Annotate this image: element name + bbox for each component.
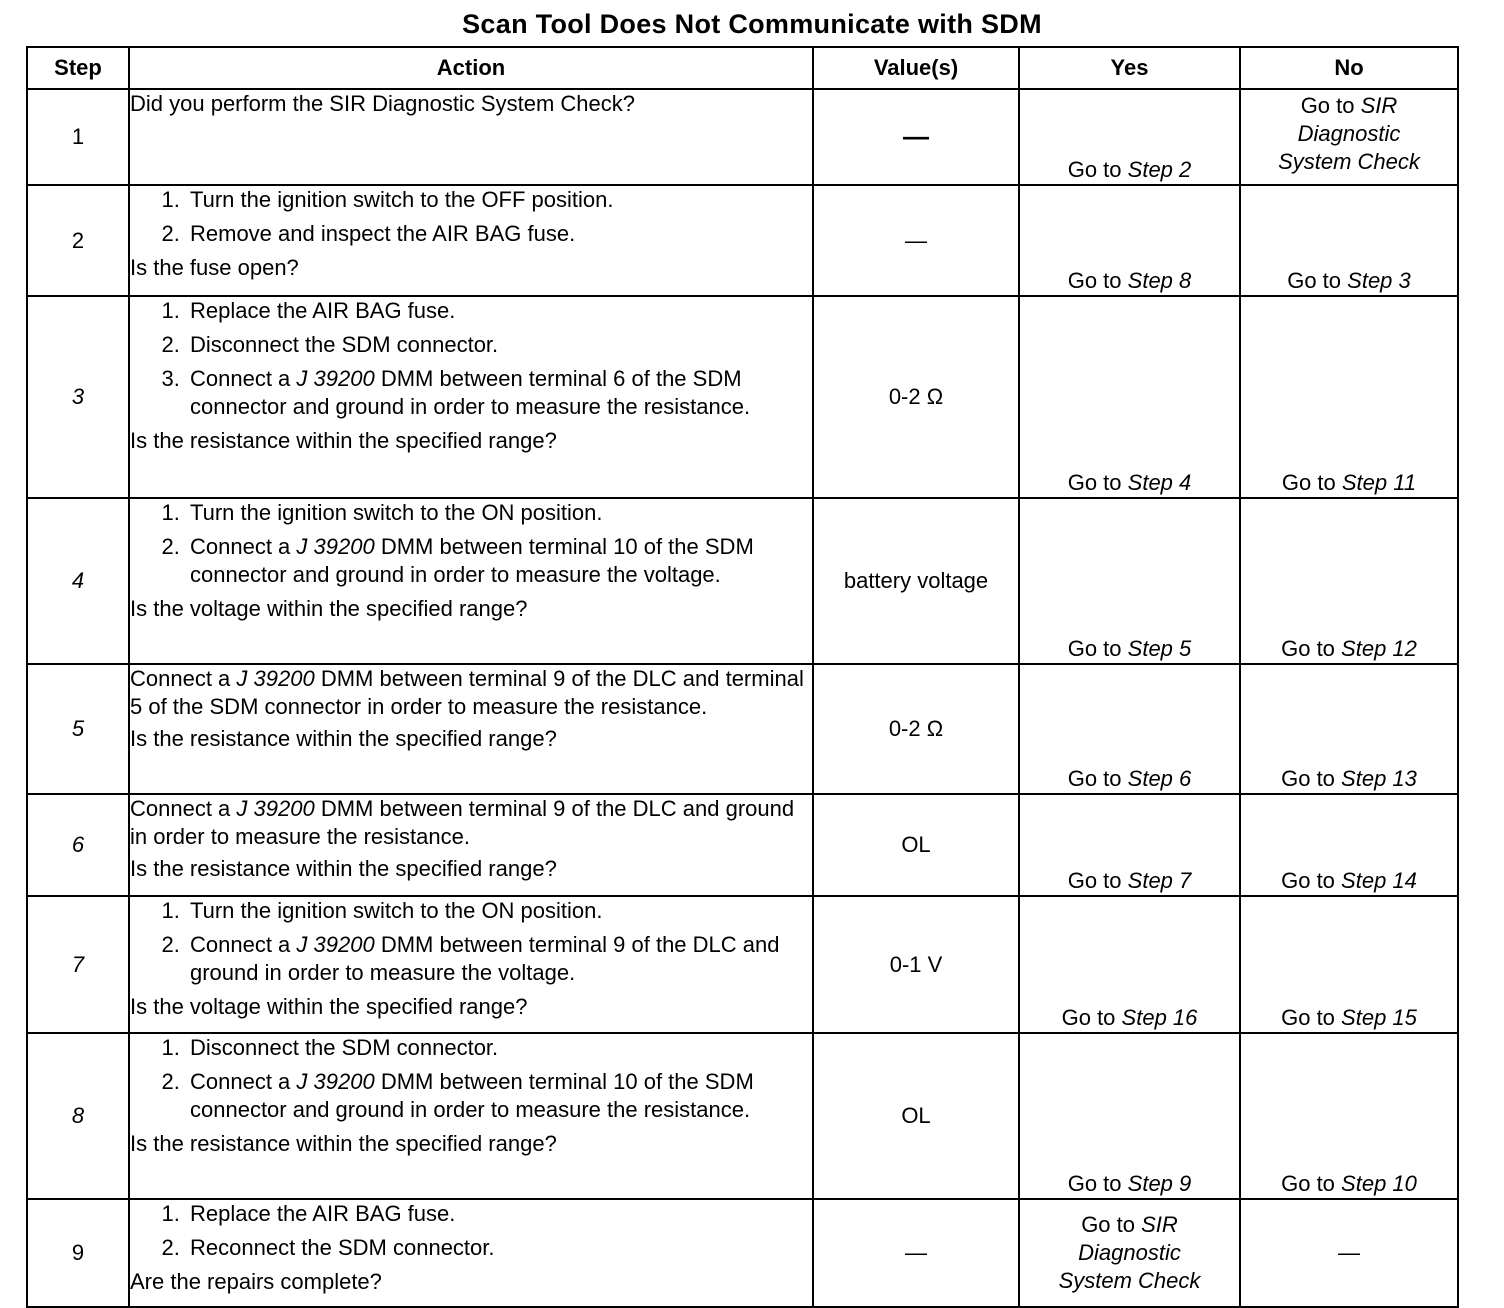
action-cell [129,1199,813,1307]
action-step-text: DMM between terminal 10 of the SDM connector and ground in order to measure the resistance. [190,1069,754,1122]
step-number: 8 [27,1033,129,1199]
connect-label: Connect a [190,366,291,391]
yes-link[interactable]: Step 4 [1127,470,1192,495]
action-cell [129,498,813,664]
table-row [27,1199,1458,1307]
go-to-label: Go to [1281,1171,1335,1196]
action-steps [130,1034,812,1124]
connect-label: Connect a [130,666,231,691]
go-to-label: Go to [1061,1005,1116,1030]
value-cell: — [813,185,1019,296]
step-number: 2 [27,185,129,296]
yes-link[interactable]: Step 7 [1127,868,1192,893]
action-question: Did you perform the SIR Diagnostic System Check? [130,91,635,116]
action-step-text: DMM between terminal 10 of the SDM connector and ground in order to measure the voltage. [190,534,754,587]
diagnostic-table [26,46,1459,1308]
action-step: 1. Replace the AIR BAG fuse. [186,1200,812,1228]
action-steps [130,499,812,589]
go-to-label: Go to [1067,470,1122,495]
page-title: Scan Tool Does Not Communicate with SDM [462,9,1042,39]
table-row [27,89,1458,185]
table-row [27,794,1458,896]
table-row [27,664,1458,794]
no-link[interactable]: Step 11 [1341,470,1417,495]
yes-cell [1019,664,1240,794]
header-row [27,47,1458,89]
tool-reference: J 39200 [296,932,375,957]
value-cell: 0-2 Ω [813,664,1019,794]
yes-link[interactable]: Step 9 [1127,1171,1192,1196]
table-row [27,498,1458,664]
connect-label: Connect a [190,932,291,957]
table-row [27,296,1458,498]
action-cell [129,794,813,896]
yes-cell [1019,1199,1240,1307]
action-step: 1. Turn the ignition switch to the ON position. [186,897,812,925]
step-number: 6 [27,794,129,896]
step-number: 9 [27,1199,129,1307]
action-step: 1. Disconnect the SDM connector. [186,1034,812,1062]
yes-cell [1019,1033,1240,1199]
action-cell [129,1033,813,1199]
header-yes: Yes [1019,47,1240,89]
yes-cell [1019,794,1240,896]
value-text: — [903,121,929,151]
header-values: Value(s) [813,47,1019,89]
no-cell [1240,296,1458,498]
no-cell [1240,794,1458,896]
go-to-label: Go to [1067,868,1122,893]
step-number: 3 [27,296,129,498]
action-cell [129,896,813,1033]
value-cell: — [813,1199,1019,1307]
action-cell [129,89,813,185]
step-number: 4 [27,498,129,664]
yes-cell [1019,89,1240,185]
connect-label: Connect a [190,534,291,559]
go-to-label: Go to [1281,766,1335,791]
header-action: Action [129,47,813,89]
no-cell: — [1240,1199,1458,1307]
action-step: 1. Replace the AIR BAG fuse. [186,297,812,325]
table-row [27,896,1458,1033]
no-link-system-check[interactable]: System Check [1278,149,1420,174]
action-step-text: DMM between terminal 6 of the SDM connector and ground in order to measure the resistance. [190,366,751,419]
no-link[interactable]: Step 15 [1341,1005,1417,1030]
action-text: DMM between terminal 9 of the DLC and ground in order to measure the resistance. [130,796,795,849]
tool-reference: J 39200 [236,666,315,691]
yes-link[interactable]: Step 5 [1127,636,1192,661]
action-step: 1. Turn the ignition switch to the ON position. [186,499,812,527]
yes-cell [1019,296,1240,498]
tool-reference: J 39200 [296,1069,375,1094]
go-to-label: Go to [1287,268,1342,293]
action-question: Are the repairs complete? [130,1269,382,1294]
action-step [186,533,812,589]
action-question: Is the resistance within the specified range? [130,1131,557,1156]
tool-reference: J 39200 [296,366,375,391]
step-number: 1 [27,89,129,185]
no-cell [1240,89,1458,185]
go-to-label: Go to [1081,1212,1135,1237]
action-steps [130,297,812,421]
action-question: Is the voltage within the specified range? [130,994,528,1019]
action-question: Is the resistance within the specified range? [130,428,557,453]
value-cell: OL [813,1033,1019,1199]
value-cell: 0-1 V [813,896,1019,1033]
yes-link[interactable]: Step 8 [1127,268,1192,293]
action-step [186,1068,812,1124]
action-paragraph [130,665,812,721]
go-to-label: Go to [1067,636,1122,661]
action-step [186,365,812,421]
yes-link[interactable]: Step 16 [1121,1005,1198,1030]
action-step: 2. Reconnect the SDM connector. [186,1234,812,1262]
action-steps [130,1200,812,1262]
connect-label: Connect a [190,1069,291,1094]
no-link[interactable]: Step 14 [1341,868,1417,893]
tool-reference: J 39200 [296,534,375,559]
tool-reference: J 39200 [236,796,315,821]
action-question: Is the fuse open? [130,255,299,280]
action-question: Is the resistance within the specified range? [130,726,557,751]
go-to-label: Go to [1281,868,1335,893]
value-cell: 0-2 Ω [813,296,1019,498]
action-question: Is the voltage within the specified range? [130,596,528,621]
value-cell [813,89,1019,185]
yes-link[interactable]: Step 6 [1127,766,1192,791]
go-to-label: Go to [1300,93,1355,118]
yes-cell [1019,185,1240,296]
action-steps [130,897,812,987]
action-step: 2. Disconnect the SDM connector. [186,331,812,359]
go-to-label: Go to [1281,1005,1335,1030]
go-to-label: Go to [1067,268,1122,293]
no-cell [1240,185,1458,296]
go-to-label: Go to [1067,157,1122,182]
yes-link[interactable]: Step 2 [1127,157,1192,182]
action-steps [130,186,812,248]
no-link-sir[interactable]: SIR [1360,93,1398,118]
header-no: No [1240,47,1458,89]
header-step: Step [27,47,129,89]
table-row [27,185,1458,296]
action-question: Is the resistance within the specified range? [130,856,557,881]
no-cell [1240,664,1458,794]
yes-link-system-check[interactable]: System Check [1058,1268,1201,1293]
go-to-label: Go to [1281,636,1335,661]
action-cell [129,664,813,794]
go-to-label: Go to [1067,766,1122,791]
action-paragraph [130,795,812,851]
step-number: 5 [27,664,129,794]
value-cell: OL [813,794,1019,896]
go-to-label: Go to [1067,1171,1122,1196]
action-cell [129,296,813,498]
action-step: 2. Remove and inspect the AIR BAG fuse. [186,220,812,248]
action-text: DMM between terminal 9 of the DLC and terminal 5 of the SDM connector in order to measure the resistance. [130,666,804,719]
yes-link-diagnostic[interactable]: Diagnostic [1078,1240,1181,1265]
yes-link-sir[interactable]: SIR [1141,1212,1178,1237]
action-step-text: DMM between terminal 9 of the DLC and ground in order to measure the voltage. [190,932,780,985]
no-cell [1240,1033,1458,1199]
yes-cell [1019,498,1240,664]
no-link[interactable]: Step 10 [1341,1171,1417,1196]
no-link-diagnostic[interactable]: Diagnostic [1297,121,1401,146]
action-cell [129,185,813,296]
yes-cell [1019,896,1240,1033]
no-cell [1240,896,1458,1033]
action-step: 1. Turn the ignition switch to the OFF position. [186,186,812,214]
action-step [186,931,812,987]
connect-label: Connect a [130,796,231,821]
value-cell: battery voltage [813,498,1019,664]
go-to-label: Go to [1281,470,1336,495]
no-link[interactable]: Step 12 [1341,636,1417,661]
no-link[interactable]: Step 3 [1347,268,1411,293]
no-cell [1240,498,1458,664]
no-link[interactable]: Step 13 [1341,766,1417,791]
step-number: 7 [27,896,129,1033]
table-row [27,1033,1458,1199]
